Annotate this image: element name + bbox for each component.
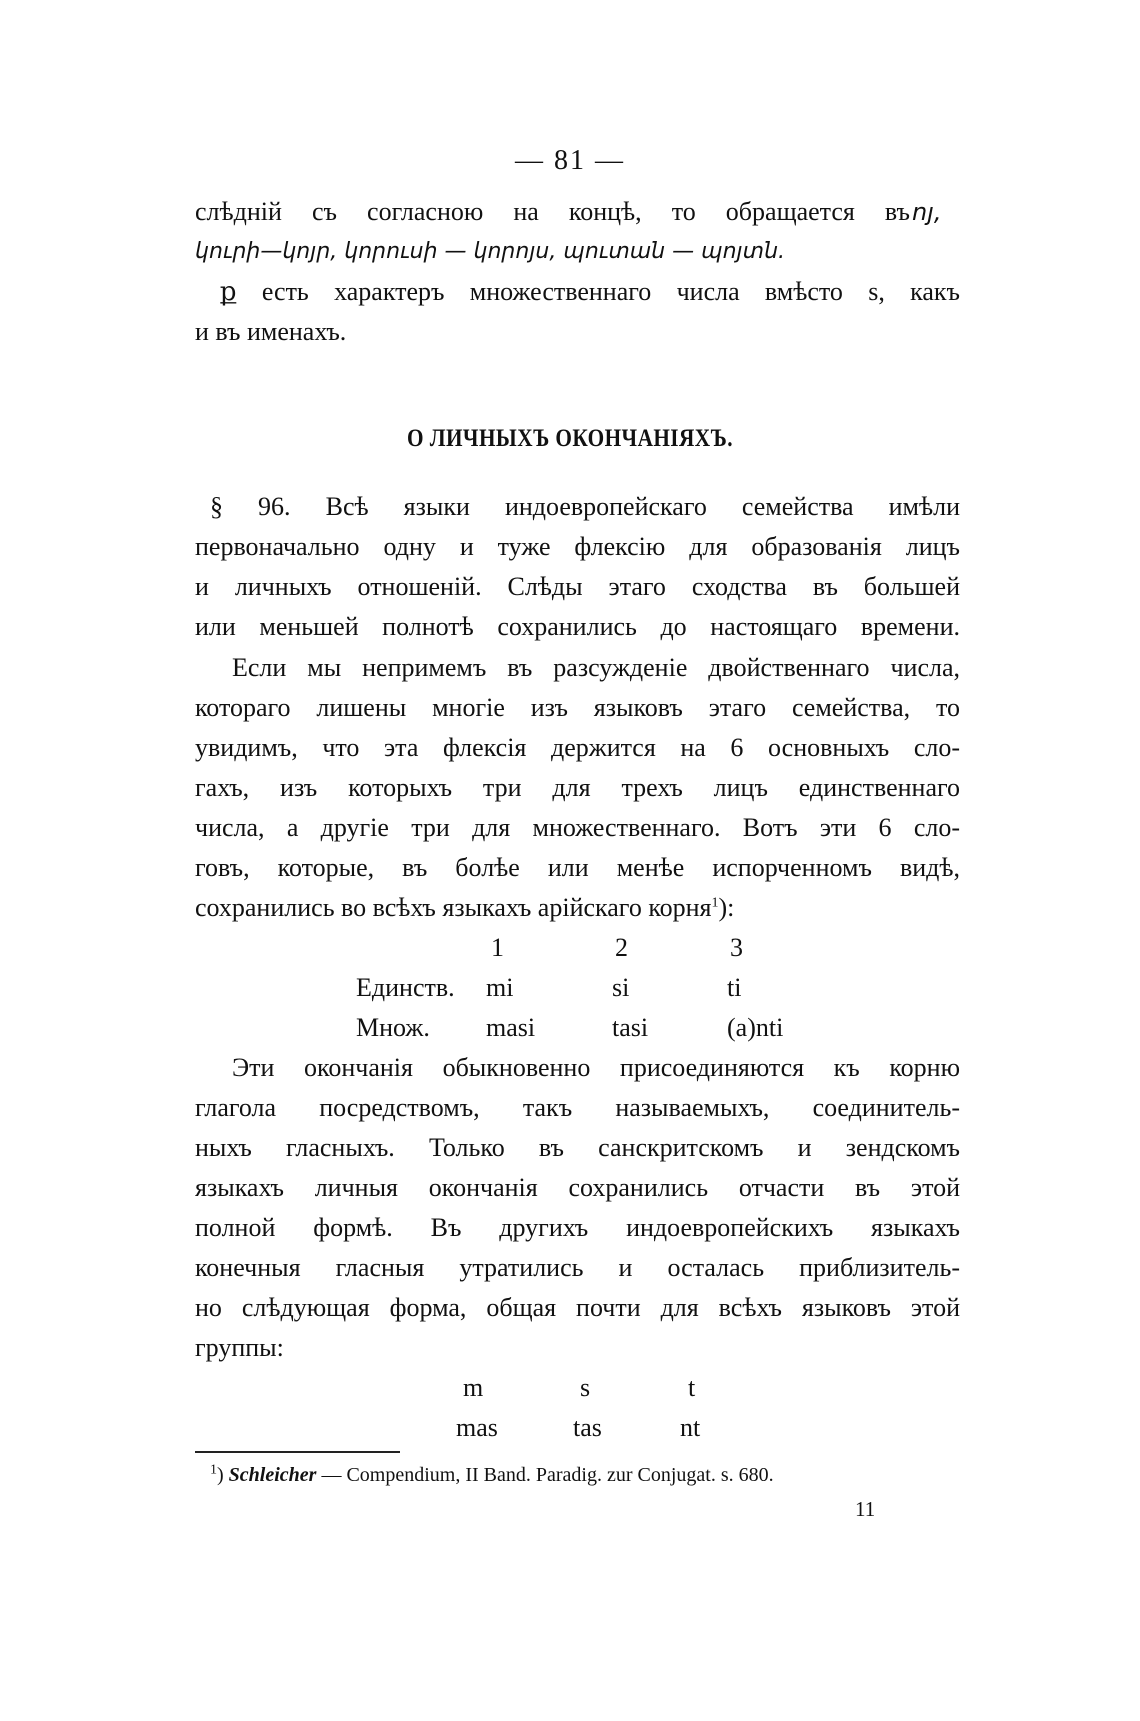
table-header: 2 xyxy=(615,933,628,962)
page-number: — 81 — xyxy=(515,145,625,176)
line-text: ): xyxy=(718,893,735,922)
footnote: $^1$) Schleicher — Compendium, II Band. Paradig. zur Conjugat. s. 680. xyxy=(210,1462,774,1486)
table2-cell: mas xyxy=(456,1413,498,1442)
paragraph-96-line: и личныхъ отношеній. Слѣды этаго сходства въ большей xyxy=(195,572,960,601)
table2-cell: m xyxy=(463,1373,484,1402)
table-cell: si xyxy=(612,973,630,1002)
table2-cell: s xyxy=(580,1373,591,1402)
paragraph-line: Эти окончанія обыкновенно присоединяются къ корню xyxy=(232,1053,960,1082)
paragraph-line: полной формѣ. Въ другихъ индоевропейскихъ языкахъ xyxy=(195,1213,960,1242)
paragraph-line: Если мы непримемъ въ разсужденіе двойственнаго числа, xyxy=(232,653,960,682)
paragraph-line xyxy=(195,888,960,928)
paragraph-line: языкахъ личныя окончанія сохранились отчасти въ этой xyxy=(195,1173,960,1202)
text-line: и въ именахъ. xyxy=(195,317,347,346)
table-header: 1 xyxy=(491,933,504,962)
section-heading: О ЛИЧНЫХЪ ОКОНЧАНІЯХЪ. xyxy=(407,425,733,452)
text-line: ք есть характеръ множественнаго числа вмѣсто s, какъ xyxy=(220,277,960,306)
paragraph-96-line: первоначально одну и туже флексію для образованія лицъ xyxy=(195,532,960,561)
paragraph-line: числа, а другіе три для множественнаго. Вотъ эти 6 сло- xyxy=(195,813,960,842)
signature-mark: 11 xyxy=(855,1497,876,1521)
table-row-label: Единств. xyxy=(356,973,455,1002)
paragraph-line: котораго лишены многіе изъ языковъ этаго семейства, то xyxy=(195,693,960,722)
footnote-author: Schleicher xyxy=(228,1464,317,1486)
paragraph-line: глагола посредствомъ, такъ называемыхъ, соединитель- xyxy=(195,1093,960,1122)
armenian-suffix: ոյ, xyxy=(912,198,942,226)
paragraph-96-line: или меньшей полнотѣ сохранились до настоящаго времени. xyxy=(195,612,960,641)
line-text: сохранились во всѣхъ языкахъ арійскаго корня xyxy=(195,893,712,922)
table2-cell: nt xyxy=(680,1413,701,1442)
paragraph-line: гахъ, изъ которыхъ три для трехъ лицъ единственнаго xyxy=(195,773,960,802)
footnote-rule xyxy=(195,1451,400,1453)
table-cell: mi xyxy=(486,973,514,1002)
table-cell: (a)nti xyxy=(727,1013,784,1042)
paragraph-line: увидимъ, что эта флексія держится на 6 основныхъ сло- xyxy=(195,733,960,762)
table2-cell: t xyxy=(688,1373,696,1402)
table-cell: ti xyxy=(727,973,742,1002)
paragraph-line: говъ, которые, въ болѣе или менѣе испорченномъ видѣ, xyxy=(195,853,960,882)
footnote-ref: 1 xyxy=(711,895,719,911)
line-text: слѣдній съ согласною на концѣ, то обращается въ xyxy=(195,197,910,226)
paragraph-line: группы: xyxy=(195,1333,284,1362)
table-cell: tasi xyxy=(612,1013,649,1042)
table-row-label: Множ. xyxy=(356,1013,430,1042)
table2-cell: tas xyxy=(573,1413,602,1442)
paragraph-line: конечныя гласныя утратились и осталась приблизитель- xyxy=(195,1253,960,1282)
paragraph-96-line: § 96. Всѣ языки индоевропейскаго семейства имѣли xyxy=(210,492,960,521)
paragraph-line: но слѣдующая форма, общая почти для всѣхъ языковъ этой xyxy=(195,1293,960,1322)
armenian-examples: կուրի—կոյր, կորուսի — կորոյս, պուտան — պոյտն. xyxy=(195,239,785,264)
footnote-marker: 1 xyxy=(210,1462,217,1478)
table-header: 3 xyxy=(730,933,743,962)
paragraph-line: ныхъ гласныхъ. Только въ санскритскомъ и зендскомъ xyxy=(195,1133,960,1162)
footnote-text: — Compendium, II Band. Paradig. zur Conjugat. s. 680. xyxy=(316,1464,774,1486)
table-cell: masi xyxy=(486,1013,536,1042)
text-line xyxy=(195,192,910,232)
